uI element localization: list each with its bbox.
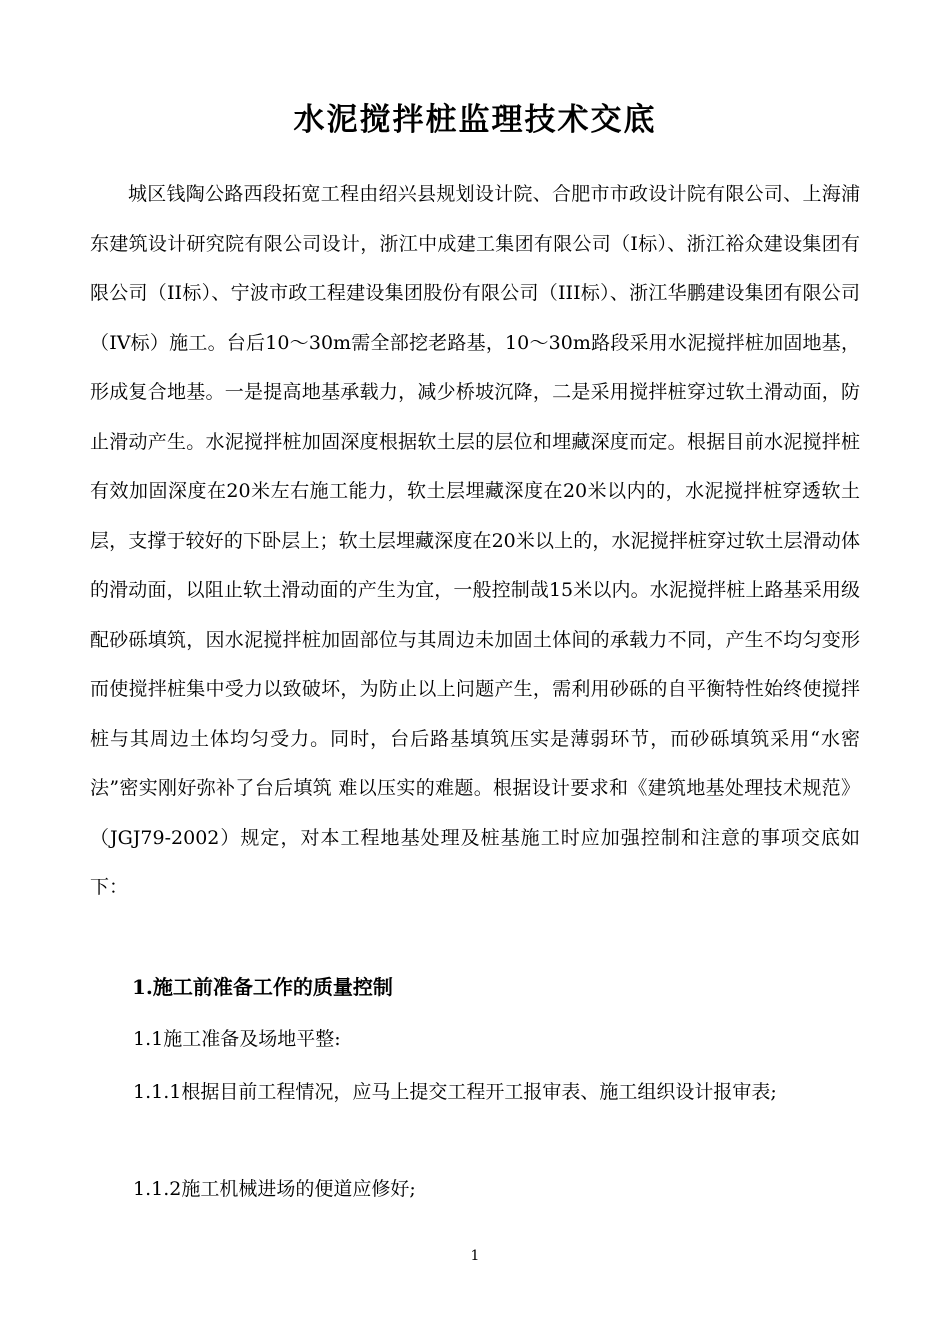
document-title: 水泥搅拌桩监理技术交底 [293,102,657,138]
intro-paragraph: 城区钱陶公路西段拓宽工程由绍兴县规划设计院、合肥市市政设计院有限公司、上海浦东建筑设计研究院有限公司设计，浙江中成建工集团有限公司（I标）、浙江裕众建设集团有限公司（II标）、宁波市政工程建设集团股份有限公司（III标）、浙江华鹏建设集团有限公司（IV标）施工。台后10～30m需全部挖老路基，10～30m路段采用水泥搅拌桩加固地基，形成复合地基。一是提高地基承载力，减少桥坡沉降，二是采用搅拌桩穿过软土滑动面，防止滑动产生。水泥搅拌桩加固深度根据软土层的层位和埋藏深度而定。根据目前水泥搅拌桩有效加固深度在20米左右施工能力，软土层埋藏深度在20米以内的，水泥搅拌桩穿透软土层，支撑于较好的下卧层上；软土层埋藏深度在20米以上的，水泥搅拌桩穿过软土层滑动体的滑动面，以阻止软土滑动面的产生为宜，一般控制哉15米以内。水泥搅拌桩上路基采用级配砂砾填筑，因水泥搅拌桩加固部位与其周边未加固土体间的承载力不同，产生不均匀变形而使搅拌桩集中受力以致破坏，为防止以上问题产生，需利用砂砾的自平衡特性始终使搅拌桩与其周边土体均匀受力。同时，台后路基填筑压实是薄弱环节，而砂砾填筑采用“水密法”密实刚好弥补了台后填筑 难以压实的难题。根据设计要求和《建筑地基处理技术规范》（JGJ79-2002）规定，对本工程地基处理及桩基施工时应加强控制和注意的事项交底如下： [90,183,860,898]
intro-section [90,170,860,913]
list-item-1-1-1: 1.1.1根据目前工程情况，应马上提交工程开工报审表、施工组织设计报审表; [133,1081,777,1103]
section-heading-1: 1.施工前准备工作的质量控制 [132,975,393,999]
list-item-1-1-2: 1.1.2施工机械进场的便道应修好; [133,1178,416,1200]
page-number: 1 [470,1248,480,1264]
subsection-heading-1-1: 1.1施工准备及场地平整: [133,1028,341,1050]
